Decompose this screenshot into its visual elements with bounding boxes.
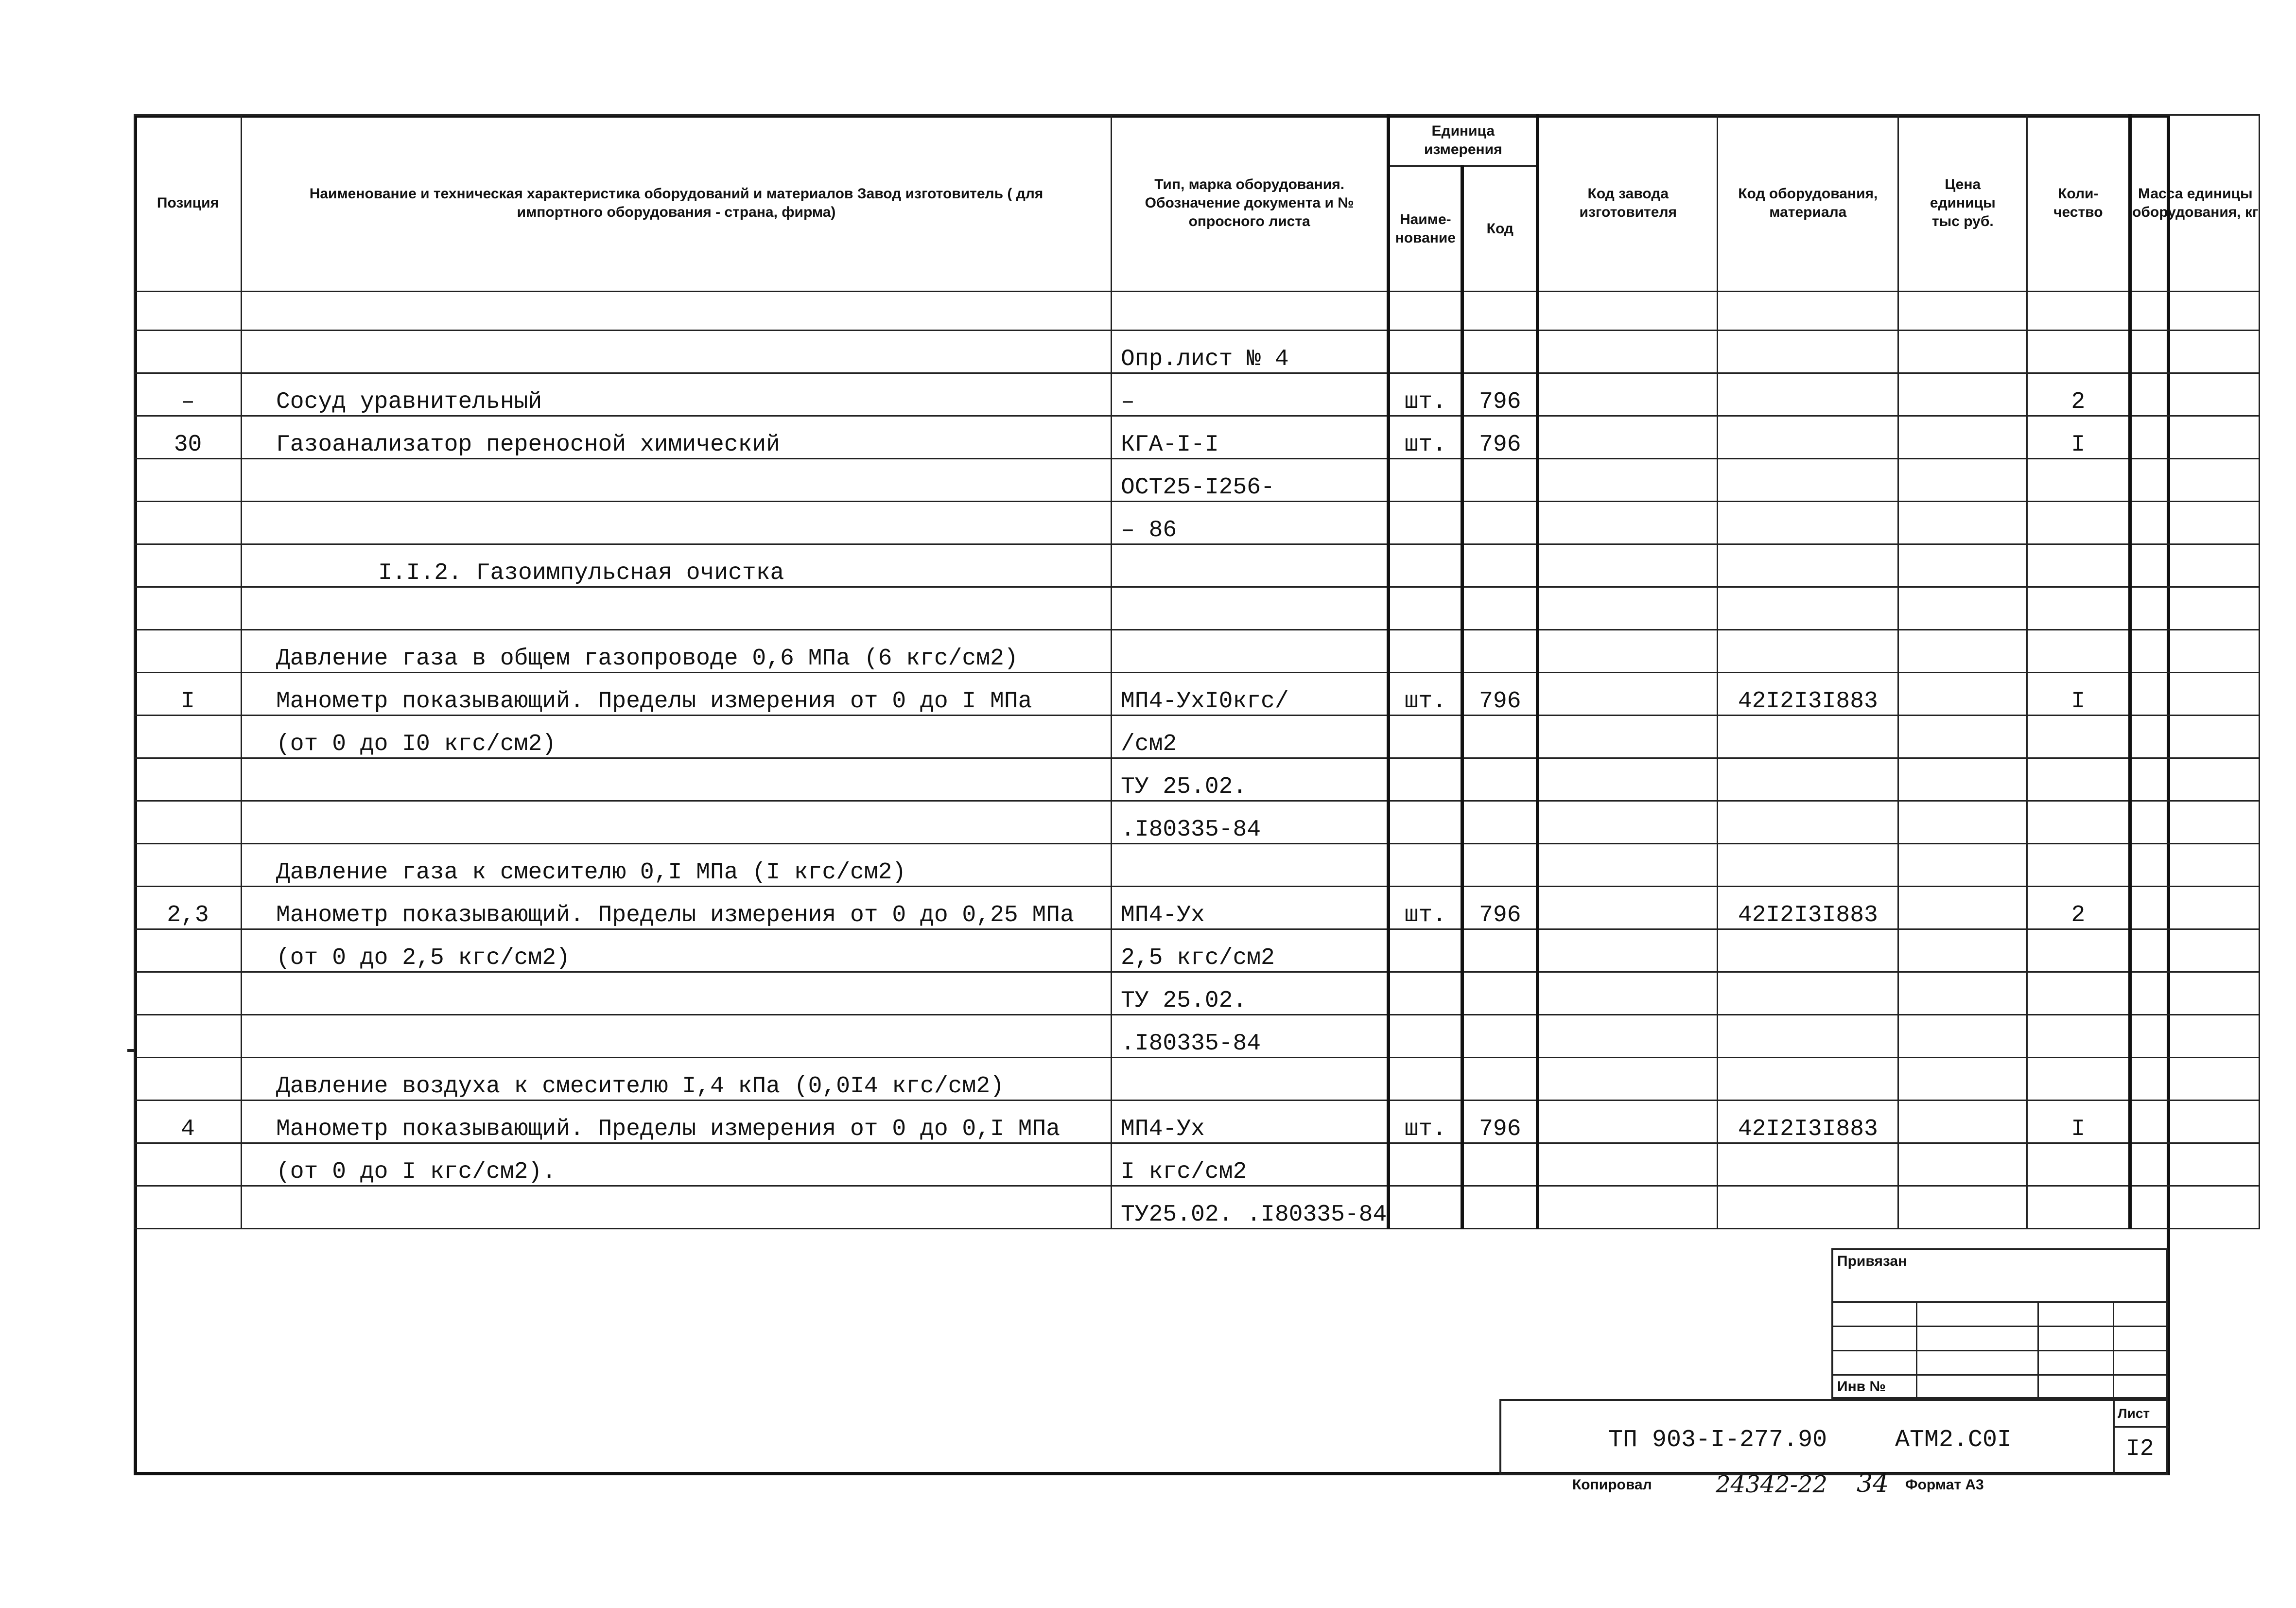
equipment-code-cell	[1718, 801, 1898, 844]
header-name: Наименование и техническая характеристика оборудований и материалов Завод изготовитель ( для импортного оборудования - страна, фирма)	[242, 115, 1112, 292]
mass-cell	[2130, 630, 2260, 673]
unit-cell	[1389, 1143, 1462, 1186]
quantity-cell	[2027, 716, 2130, 758]
plant-code-cell	[1538, 758, 1718, 801]
unit-cell	[1389, 502, 1462, 544]
quantity-cell	[2027, 292, 2130, 331]
position-cell	[135, 844, 242, 887]
name-cell	[242, 1186, 1112, 1229]
name-cell: Манометр показывающий. Пределы измерения от 0 до 0,I МПа	[242, 1101, 1112, 1143]
unit-code-cell	[1462, 801, 1538, 844]
unit-code-cell	[1462, 716, 1538, 758]
position-cell	[135, 502, 242, 544]
table-row	[135, 373, 2260, 416]
price-cell	[1898, 1015, 2027, 1058]
plant-code-cell	[1538, 1101, 1718, 1143]
type-cell: МП4-УхI0кгс/	[1112, 673, 1389, 716]
plant-code-cell	[1538, 716, 1718, 758]
mass-cell	[2130, 1015, 2260, 1058]
type-cell: ОСТ25-I256-	[1112, 459, 1389, 502]
unit-code-cell	[1462, 758, 1538, 801]
unit-code-cell: 796	[1462, 416, 1538, 459]
table-row	[135, 630, 2260, 673]
quantity-cell	[2027, 459, 2130, 502]
price-cell	[1898, 929, 2027, 972]
type-cell: ТУ 25.02.	[1112, 972, 1389, 1015]
specification-table	[134, 114, 2260, 1229]
mass-cell	[2130, 331, 2260, 373]
equipment-code-cell	[1718, 544, 1898, 587]
equipment-code-cell	[1718, 758, 1898, 801]
table-row	[135, 331, 2260, 373]
price-cell	[1898, 1143, 2027, 1186]
mass-cell	[2130, 758, 2260, 801]
copy-page: 34	[1857, 1469, 1889, 1498]
position-cell	[135, 758, 242, 801]
equipment-code-cell	[1718, 972, 1898, 1015]
unit-cell	[1389, 587, 1462, 630]
unit-code-cell	[1462, 544, 1538, 587]
table-row	[135, 801, 2260, 844]
position-cell	[135, 929, 242, 972]
price-cell	[1898, 844, 2027, 887]
plant-code-cell	[1538, 416, 1718, 459]
unit-code-cell	[1462, 459, 1538, 502]
table-row	[135, 1015, 2260, 1058]
table-row	[135, 1058, 2260, 1101]
plant-code-cell	[1538, 331, 1718, 373]
plant-code-cell	[1538, 1058, 1718, 1101]
type-cell	[1112, 292, 1389, 331]
document-number: ТП 903-I-277.90	[1608, 1426, 1827, 1454]
unit-cell	[1389, 844, 1462, 887]
header-quantity: Коли-чество	[2027, 115, 2130, 292]
table-row	[135, 844, 2260, 887]
unit-cell	[1389, 1058, 1462, 1101]
unit-code-cell	[1462, 972, 1538, 1015]
equipment-code-cell	[1718, 1015, 1898, 1058]
copy-number: 24342-22	[1716, 1471, 1827, 1498]
copied-label: Копировал	[1572, 1477, 1652, 1493]
mass-cell	[2130, 801, 2260, 844]
position-cell	[135, 544, 242, 587]
unit-code-cell: 796	[1462, 1101, 1538, 1143]
specification-body	[135, 292, 2260, 1229]
unit-code-cell	[1462, 929, 1538, 972]
equipment-code-cell	[1718, 1058, 1898, 1101]
unit-code-cell: 796	[1462, 673, 1538, 716]
type-cell	[1112, 544, 1389, 587]
position-cell	[135, 1186, 242, 1229]
price-cell	[1898, 292, 2027, 331]
name-cell: Газоанализатор переносной химический	[242, 416, 1112, 459]
table-row	[135, 887, 2260, 929]
unit-cell	[1389, 929, 1462, 972]
unit-code-cell: 796	[1462, 887, 1538, 929]
unit-cell	[1389, 1186, 1462, 1229]
mass-cell	[2130, 716, 2260, 758]
quantity-cell	[2027, 1058, 2130, 1101]
table-row	[135, 292, 2260, 331]
equipment-code-cell	[1718, 716, 1898, 758]
quantity-cell	[2027, 844, 2130, 887]
header-plant-code: Код завода изготовителя	[1538, 115, 1718, 292]
name-cell	[242, 758, 1112, 801]
position-cell: 2,3	[135, 887, 242, 929]
unit-code-cell	[1462, 502, 1538, 544]
mass-cell	[2130, 673, 2260, 716]
mass-cell	[2130, 887, 2260, 929]
price-cell	[1898, 1186, 2027, 1229]
header-type: Тип, марка оборудования. Обозначение документа и № опросного листа	[1112, 115, 1389, 292]
quantity-cell	[2027, 1143, 2130, 1186]
table-row	[135, 758, 2260, 801]
type-cell: ТУ25.02. .I80335-84	[1112, 1186, 1389, 1229]
price-cell	[1898, 758, 2027, 801]
quantity-cell: I	[2027, 416, 2130, 459]
type-cell: – 86	[1112, 502, 1389, 544]
attached-label: Привязан	[1837, 1253, 1907, 1269]
table-row	[135, 716, 2260, 758]
header-equipment-code: Код оборудования, материала	[1718, 115, 1898, 292]
plant-code-cell	[1538, 1186, 1718, 1229]
equipment-code-cell	[1718, 929, 1898, 972]
document-code: АТМ2.С0I	[1895, 1426, 2012, 1454]
equipment-code-cell	[1718, 416, 1898, 459]
quantity-cell	[2027, 929, 2130, 972]
unit-code-cell	[1462, 1143, 1538, 1186]
type-cell	[1112, 844, 1389, 887]
name-cell	[242, 801, 1112, 844]
position-cell	[135, 1015, 242, 1058]
name-cell	[242, 1015, 1112, 1058]
position-cell: 30	[135, 416, 242, 459]
type-cell	[1112, 630, 1389, 673]
name-cell: Давление газа к смесителю 0,I МПа (I кгс/см2)	[242, 844, 1112, 887]
quantity-cell	[2027, 801, 2130, 844]
equipment-code-cell	[1718, 1186, 1898, 1229]
attached-block	[1831, 1248, 2168, 1399]
equipment-code-cell: 42I2I3I883	[1718, 887, 1898, 929]
unit-code-cell: 796	[1462, 373, 1538, 416]
quantity-cell: 2	[2027, 887, 2130, 929]
position-cell	[135, 292, 242, 331]
plant-code-cell	[1538, 929, 1718, 972]
type-cell	[1112, 1058, 1389, 1101]
sheet-number: I2	[2126, 1436, 2154, 1462]
plant-code-cell	[1538, 373, 1718, 416]
equipment-code-cell	[1718, 373, 1898, 416]
unit-code-cell	[1462, 331, 1538, 373]
mass-cell	[2130, 1058, 2260, 1101]
table-row	[135, 587, 2260, 630]
equipment-code-cell	[1718, 331, 1898, 373]
type-cell: .I80335-84	[1112, 1015, 1389, 1058]
quantity-cell	[2027, 972, 2130, 1015]
name-cell: Сосуд уравнительный	[242, 373, 1112, 416]
unit-cell: шт.	[1389, 887, 1462, 929]
mass-cell	[2130, 416, 2260, 459]
unit-cell	[1389, 758, 1462, 801]
position-cell	[135, 459, 242, 502]
unit-cell: шт.	[1389, 1101, 1462, 1143]
equipment-code-cell	[1718, 292, 1898, 331]
position-cell	[135, 972, 242, 1015]
mass-cell	[2130, 1101, 2260, 1143]
quantity-cell: 2	[2027, 373, 2130, 416]
price-cell	[1898, 459, 2027, 502]
price-cell	[1898, 630, 2027, 673]
price-cell	[1898, 416, 2027, 459]
plant-code-cell	[1538, 673, 1718, 716]
plant-code-cell	[1538, 1143, 1718, 1186]
type-cell: КГА-I-I	[1112, 416, 1389, 459]
equipment-code-cell	[1718, 844, 1898, 887]
inventory-label: Инв №	[1837, 1379, 1886, 1395]
header-unit-code: Код	[1462, 166, 1538, 292]
unit-cell	[1389, 972, 1462, 1015]
type-cell: /см2	[1112, 716, 1389, 758]
quantity-cell	[2027, 587, 2130, 630]
name-cell	[242, 587, 1112, 630]
plant-code-cell	[1538, 887, 1718, 929]
position-cell	[135, 1058, 242, 1101]
price-cell	[1898, 1058, 2027, 1101]
quantity-cell	[2027, 1015, 2130, 1058]
name-cell	[242, 331, 1112, 373]
quantity-cell	[2027, 1186, 2130, 1229]
unit-cell: шт.	[1389, 673, 1462, 716]
unit-cell	[1389, 292, 1462, 331]
position-cell: –	[135, 373, 242, 416]
plant-code-cell	[1538, 801, 1718, 844]
header-price: Цена единицы тыс руб.	[1898, 115, 2027, 292]
unit-code-cell	[1462, 1186, 1538, 1229]
plant-code-cell	[1538, 972, 1718, 1015]
unit-code-cell	[1462, 292, 1538, 331]
unit-cell	[1389, 331, 1462, 373]
mass-cell	[2130, 544, 2260, 587]
equipment-code-cell	[1718, 502, 1898, 544]
type-cell: МП4-Ух	[1112, 887, 1389, 929]
quantity-cell	[2027, 630, 2130, 673]
plant-code-cell	[1538, 587, 1718, 630]
position-cell	[135, 331, 242, 373]
price-cell	[1898, 1101, 2027, 1143]
table-row	[135, 459, 2260, 502]
type-cell: МП4-Ух	[1112, 1101, 1389, 1143]
name-cell: (от 0 до I0 кгс/см2)	[242, 716, 1112, 758]
mass-cell	[2130, 1143, 2260, 1186]
type-cell: ТУ 25.02.	[1112, 758, 1389, 801]
table-row	[135, 502, 2260, 544]
price-cell	[1898, 716, 2027, 758]
price-cell	[1898, 673, 2027, 716]
unit-cell	[1389, 459, 1462, 502]
name-cell: Манометр показывающий. Пределы измерения от 0 до I МПа	[242, 673, 1112, 716]
type-cell: I кгс/см2	[1112, 1143, 1389, 1186]
plant-code-cell	[1538, 502, 1718, 544]
position-cell	[135, 716, 242, 758]
plant-code-cell	[1538, 292, 1718, 331]
equipment-code-cell	[1718, 1143, 1898, 1186]
table-row	[135, 1143, 2260, 1186]
mass-cell	[2130, 292, 2260, 331]
equipment-code-cell	[1718, 630, 1898, 673]
name-cell	[242, 292, 1112, 331]
price-cell	[1898, 544, 2027, 587]
name-cell: (от 0 до 2,5 кгс/см2)	[242, 929, 1112, 972]
table-row	[135, 972, 2260, 1015]
mass-cell	[2130, 929, 2260, 972]
unit-code-cell	[1462, 844, 1538, 887]
mass-cell	[2130, 972, 2260, 1015]
unit-cell	[1389, 801, 1462, 844]
equipment-code-cell	[1718, 587, 1898, 630]
name-cell	[242, 459, 1112, 502]
mass-cell	[2130, 844, 2260, 887]
format-label: Формат А3	[1905, 1477, 1984, 1493]
type-cell	[1112, 587, 1389, 630]
header-unit: Единица измерения	[1389, 115, 1538, 166]
unit-cell	[1389, 544, 1462, 587]
price-cell	[1898, 801, 2027, 844]
name-cell: (от 0 до I кгс/см2).	[242, 1143, 1112, 1186]
name-cell	[242, 972, 1112, 1015]
type-cell: 2,5 кгс/см2	[1112, 929, 1389, 972]
position-cell	[135, 587, 242, 630]
name-cell: Манометр показывающий. Пределы измерения от 0 до 0,25 МПа	[242, 887, 1112, 929]
quantity-cell: I	[2027, 1101, 2130, 1143]
position-cell: 4	[135, 1101, 242, 1143]
table-row	[135, 929, 2260, 972]
table-row	[135, 416, 2260, 459]
quantity-cell	[2027, 331, 2130, 373]
price-cell	[1898, 972, 2027, 1015]
price-cell	[1898, 887, 2027, 929]
price-cell	[1898, 373, 2027, 416]
position-cell	[135, 630, 242, 673]
unit-code-cell	[1462, 587, 1538, 630]
unit-cell	[1389, 716, 1462, 758]
type-cell: –	[1112, 373, 1389, 416]
table-row	[135, 673, 2260, 716]
header-unit-name: Наиме-нование	[1389, 166, 1462, 292]
position-cell: I	[135, 673, 242, 716]
name-cell	[242, 502, 1112, 544]
mass-cell	[2130, 502, 2260, 544]
type-cell: .I80335-84	[1112, 801, 1389, 844]
unit-cell: шт.	[1389, 416, 1462, 459]
mass-cell	[2130, 1186, 2260, 1229]
unit-code-cell	[1462, 1058, 1538, 1101]
position-cell	[135, 1143, 242, 1186]
unit-cell	[1389, 630, 1462, 673]
quantity-cell	[2027, 502, 2130, 544]
sheet-label: Лист	[2118, 1406, 2150, 1421]
unit-code-cell	[1462, 1015, 1538, 1058]
plant-code-cell	[1538, 844, 1718, 887]
header-position: Позиция	[135, 115, 242, 292]
mass-cell	[2130, 587, 2260, 630]
unit-cell	[1389, 1015, 1462, 1058]
quantity-cell	[2027, 544, 2130, 587]
unit-code-cell	[1462, 630, 1538, 673]
plant-code-cell	[1538, 630, 1718, 673]
plant-code-cell	[1538, 1015, 1718, 1058]
price-cell	[1898, 502, 2027, 544]
plant-code-cell	[1538, 459, 1718, 502]
table-row	[135, 1186, 2260, 1229]
equipment-code-cell: 42I2I3I883	[1718, 1101, 1898, 1143]
margin-tick	[127, 1049, 135, 1052]
name-cell: I.I.2. Газоимпульсная очистка	[242, 544, 1112, 587]
position-cell	[135, 801, 242, 844]
title-block	[1499, 1399, 2168, 1475]
quantity-cell: I	[2027, 673, 2130, 716]
equipment-code-cell: 42I2I3I883	[1718, 673, 1898, 716]
price-cell	[1898, 587, 2027, 630]
type-cell: Опр.лист № 4	[1112, 331, 1389, 373]
name-cell: Давление газа в общем газопроводе 0,6 МПа (6 кгс/см2)	[242, 630, 1112, 673]
mass-cell	[2130, 373, 2260, 416]
table-row	[135, 544, 2260, 587]
quantity-cell	[2027, 758, 2130, 801]
table-row	[135, 1101, 2260, 1143]
unit-cell: шт.	[1389, 373, 1462, 416]
header-mass: Масса единицы оборудования, кг	[2130, 115, 2260, 292]
equipment-code-cell	[1718, 459, 1898, 502]
mass-cell	[2130, 459, 2260, 502]
name-cell: Давление воздуха к смесителю I,4 кПа (0,0I4 кгс/см2)	[242, 1058, 1112, 1101]
price-cell	[1898, 331, 2027, 373]
plant-code-cell	[1538, 544, 1718, 587]
